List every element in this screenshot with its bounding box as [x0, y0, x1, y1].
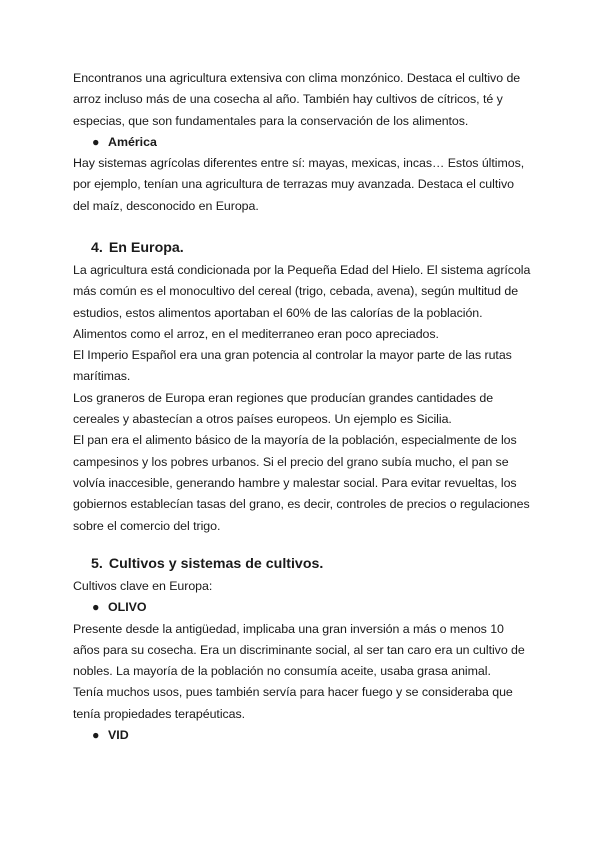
heading-section-5	[91, 554, 323, 574]
heading-section-4	[91, 238, 184, 258]
section-5-intro: Cultivos clave en Europa:	[73, 579, 213, 593]
bullet-label: VID	[108, 728, 129, 743]
bullet-label: América	[108, 134, 157, 149]
heading-number: 5.	[91, 556, 103, 572]
bullet-olivo	[73, 597, 533, 618]
paragraph: Los graneros de Europa eran regiones que producían grandes cantidades de cereales y abastecían a otros países europeos. Un ejemplo es Sicilia.	[73, 390, 494, 427]
bullet-dot-icon: ●	[92, 134, 100, 149]
asia-paragraph: Encontranos una agricultura extensiva con clima monzónico. Destaca el cultivo de arroz incluso más de una cosecha al año. También hay cultivos de cítricos, té y especias, que son fundamentales para la conservación de los alimentos.	[73, 71, 521, 128]
paragraph: El pan era el alimento básico de la mayoría de la población, especialmente de los campesinos y los pobres urbanos. Si el precio del grano subía mucho, el pan se volvía inaccesible, generando hambre y malestar social. Para evitar revueltas, los gobiernos establecían tasas del grano, es decir, controles de precios o regulaciones sobre el comercio del trigo.	[73, 433, 530, 533]
heading-title: Cultivos y sistemas de cultivos.	[108, 556, 324, 572]
america-paragraph: Hay sistemas agrícolas diferentes entre sí: mayas, mexicas, incas… Estos últimos, por ejemplo, tenían una agricultura de terrazas muy avanzada. Destaca el cultivo del maíz, desconocido en Europa.	[73, 156, 525, 213]
heading-number: 4.	[91, 240, 103, 256]
section-4-body	[73, 260, 533, 537]
bullet-vid	[73, 725, 533, 746]
heading-title: En Europa.	[108, 240, 184, 256]
paragraph: Tenía muchos usos, pues también servía para hacer fuego y se consideraba que tenía propiedades terapéuticas.	[73, 685, 513, 721]
paragraph: Alimentos como el arroz, en el mediterraneo eran poco apreciados.	[73, 326, 439, 341]
intro-block	[73, 68, 533, 217]
bullet-dot-icon: ●	[92, 600, 100, 615]
section-5-body	[73, 576, 533, 746]
paragraph: La agricultura está condicionada por la Pequeña Edad del Hielo. El sistema agrícola más común es el monocultivo del cereal (trigo, cebada, avena), según multitud de estudios, estos alimentos aportaban el 60% de las calorías de la población.	[73, 263, 531, 320]
bullet-label: OLIVO	[108, 600, 147, 615]
bullet-america	[73, 132, 533, 153]
paragraph: El Imperio Español era una gran potencia al controlar la mayor parte de las rutas marítimas.	[73, 348, 512, 384]
bullet-dot-icon: ●	[92, 728, 100, 743]
paragraph: Presente desde la antigüedad, implicaba una gran inversión a más o menos 10 años para su cosecha. Era un discriminante social, al ser tan caro era un cultivo de nobles. La mayoría de la población no consumía aceite, usaba grasa animal.	[73, 621, 525, 679]
